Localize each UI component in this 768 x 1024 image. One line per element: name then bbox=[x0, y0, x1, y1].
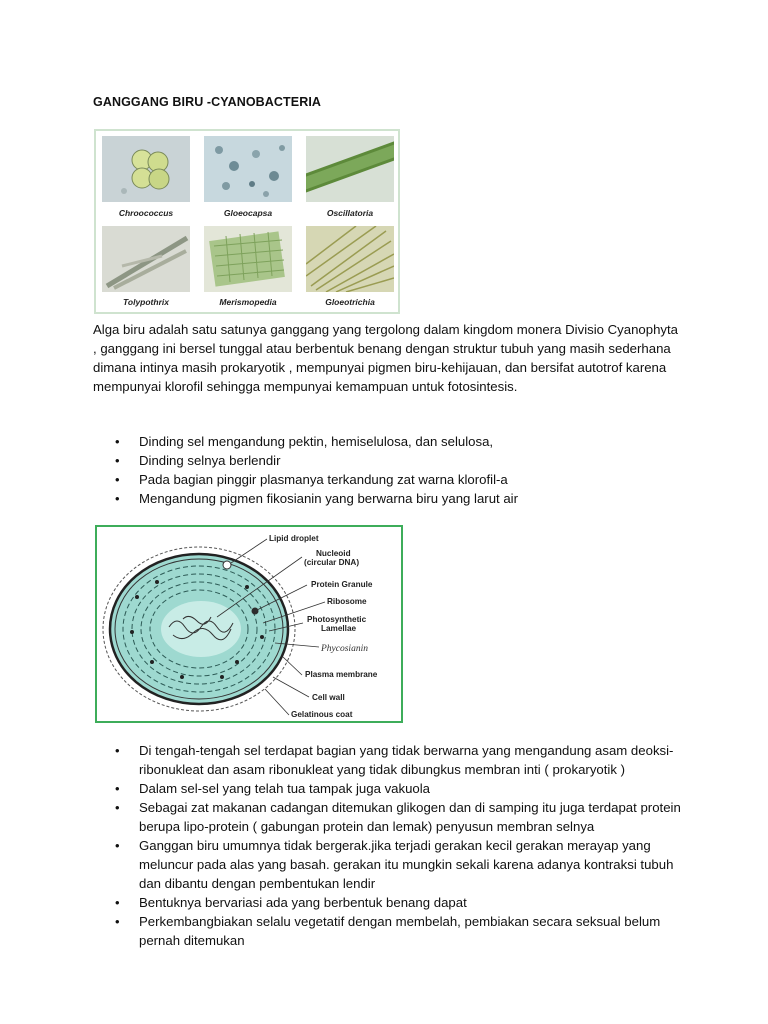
caption-gloeocapsa: Gloeocapsa bbox=[223, 208, 273, 218]
list-item: • Ganggan biru umumnya tidak bergerak.jika terjadi gerakan kecil gerakan merayap yang meluncur pada alas yang basah. gerakan itu mungkin sekali karena adanya kontraksi tubuh dan dibantu dengan pembentukan lendir bbox=[93, 836, 683, 893]
label-phycosianin: Phycosianin bbox=[321, 644, 368, 654]
label-protein-granule: Protein Granule bbox=[311, 580, 373, 589]
list-item: • Di tengah-tengah sel terdapat bagian yang tidak berwarna yang mengandung asam deoksi-ribonukleat dan asam ribonukleat yang tidak dibungkus membran inti ( prokaryotik ) bbox=[93, 741, 683, 779]
chroococcus-image bbox=[102, 136, 190, 202]
caption-chroococcus: Chroococcus bbox=[118, 208, 174, 218]
gloeocapsa-image bbox=[204, 136, 292, 202]
label-plasma-membrane: Plasma membrane bbox=[305, 670, 378, 679]
list-item: • Dinding sel mengandung pektin, hemiselulosa, dan selulosa, bbox=[93, 432, 693, 451]
label-lipid-droplet: Lipid droplet bbox=[269, 534, 319, 543]
label-nucleoid-dna: (circular DNA) bbox=[304, 558, 360, 567]
merismopedia-image bbox=[204, 226, 292, 292]
cyanobacteria-species-figure bbox=[94, 129, 400, 314]
label-nucleoid: Nucleoid bbox=[316, 549, 351, 558]
details-list bbox=[93, 741, 683, 950]
tolypothrix-image bbox=[102, 226, 190, 292]
label-gelatinous-coat: Gelatinous coat bbox=[291, 710, 353, 719]
intro-paragraph: Alga biru adalah satu satunya ganggang yang tergolong dalam kingdom monera Divisio Cyanophyta , ganggang ini bersel tunggal atau berbentuk benang dengan struktur tubuh yang masih sederhana dimana intinya masih prokaryotik , mempunyai pigmen biru-kehijauan, dan bersifat autotrof karena mempunyai klorofil sehingga mempunyai kemampuan untuk fotosintesis. bbox=[93, 322, 679, 394]
list-item: • Sebagai zat makanan cadangan ditemukan glikogen dan di samping itu juga terdapat protein berupa lipo-protein ( gabungan protein dan lemak) penyusun membran selnya bbox=[93, 798, 683, 836]
list-item: • Dinding selnya berlendir bbox=[93, 451, 693, 470]
label-ribosome: Ribosome bbox=[327, 597, 367, 606]
caption-merismopedia: Merismopedia bbox=[219, 297, 277, 307]
list-item: • Bentuknya bervariasi ada yang berbentuk benang dapat bbox=[93, 893, 683, 912]
list-item: • Mengandung pigmen fikosianin yang berwarna biru yang larut air bbox=[93, 489, 693, 508]
caption-tolypothrix: Tolypothrix bbox=[123, 297, 169, 307]
list-item: • Perkembangbiakan selalu vegetatif dengan membelah, pembiakan secara seksual belum pernah ditemukan bbox=[93, 912, 683, 950]
gloeotrichia-image bbox=[306, 226, 394, 292]
cell-structure-diagram bbox=[95, 525, 403, 723]
caption-gloeotrichia: Gloeotrichia bbox=[325, 297, 375, 307]
label-cell-wall: Cell wall bbox=[312, 693, 345, 702]
oscillatoria-image bbox=[306, 136, 394, 202]
label-lamellae: Lamellae bbox=[321, 624, 357, 633]
characteristics-list bbox=[93, 432, 693, 508]
list-item: • Dalam sel-sel yang telah tua tampak juga vakuola bbox=[93, 779, 683, 798]
page-title: GANGGANG BIRU -CYANOBACTERIA bbox=[93, 95, 322, 109]
label-photosynthetic: Photosynthetic bbox=[307, 615, 367, 624]
caption-oscillatoria: Oscillatoria bbox=[326, 208, 374, 218]
list-item: • Pada bagian pinggir plasmanya terkandung zat warna klorofil-a bbox=[93, 470, 693, 489]
